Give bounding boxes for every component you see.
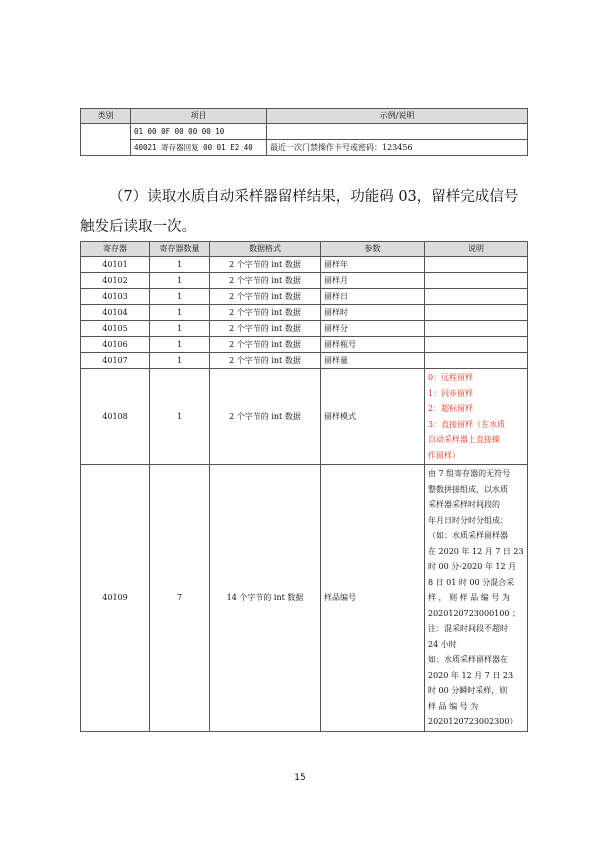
table-row	[81, 124, 528, 140]
header-param: 参数	[321, 242, 425, 257]
table-row-sample-id	[81, 465, 528, 732]
example-cell: 最近一次门禁操作卡号或密码：123456	[267, 140, 528, 156]
format-cell: 2 个字节的 int 数据	[210, 273, 321, 289]
param-cell: 样品编号	[321, 465, 425, 732]
table-row	[81, 257, 528, 273]
format-cell: 2 个字节的 int 数据	[210, 369, 321, 465]
count-cell: 1	[150, 257, 210, 273]
mode-direct-cont-1: 自动采样器上直接操	[428, 435, 500, 444]
table-header-row	[81, 242, 528, 257]
desc-line: 采样器采样时间段的	[428, 500, 500, 509]
count-cell: 1	[150, 321, 210, 337]
mode-direct: 3：直接留样（在水质	[428, 419, 506, 429]
register-cell: 40106	[81, 337, 150, 353]
param-cell: 留样量	[321, 353, 425, 369]
format-cell: 2 个字节的 int 数据	[210, 305, 321, 321]
desc-line: 24 小时	[428, 639, 457, 649]
header-item: 项目	[131, 109, 267, 124]
format-cell: 2 个字节的 int 数据	[210, 289, 321, 305]
register-table	[80, 241, 528, 732]
desc-line: 如：水质采样留样器在	[428, 655, 508, 664]
table-row	[81, 289, 528, 305]
mode-sync: 1：同步留样	[428, 388, 474, 398]
count-cell: 1	[150, 305, 210, 321]
item-cell: 01 00 0F 00 00 00 10	[131, 124, 267, 140]
header-register: 寄存器	[81, 242, 150, 257]
param-cell: 留样模式	[321, 369, 425, 465]
page-number: 15	[294, 773, 306, 783]
desc-line: 时 00 分瞬时采样，则	[428, 686, 508, 695]
register-cell: 40103	[81, 289, 150, 305]
section-paragraph: （7）读取水质自动采样器留样结果，功能码 03，留样完成信号触发后读取一次。	[80, 189, 519, 235]
table-row	[81, 140, 528, 156]
table-row	[81, 273, 528, 289]
description-cell	[425, 305, 528, 321]
register-cell: 40107	[81, 353, 150, 369]
sample-mode-description	[425, 369, 528, 465]
header-category: 类别	[81, 109, 131, 124]
command-table	[80, 108, 528, 156]
count-cell: 1	[150, 337, 210, 353]
table-header-row	[81, 109, 528, 124]
table-row	[81, 305, 528, 321]
description-cell	[425, 321, 528, 337]
count-cell: 1	[150, 369, 210, 465]
desc-line: 时 00 分-2020 年 12 月	[428, 562, 517, 571]
header-format: 数据格式	[210, 242, 321, 257]
header-description: 说明	[425, 242, 528, 257]
param-cell: 留样月	[321, 273, 425, 289]
format-cell: 2 个字节的 int 数据	[210, 337, 321, 353]
table-row	[81, 353, 528, 369]
mode-remote: 0：远程留样	[428, 373, 474, 382]
desc-line: 8 日 01 时 00 分混合采	[428, 577, 515, 587]
register-cell: 40105	[81, 321, 150, 337]
header-count: 寄存器数量	[150, 242, 210, 257]
description-cell	[425, 257, 528, 273]
register-cell: 40101	[81, 257, 150, 273]
desc-line: 整数拼接组成，以水质	[428, 484, 508, 494]
param-cell: 留样日	[321, 289, 425, 305]
format-cell: 2 个字节的 int 数据	[210, 321, 321, 337]
param-cell: 留样瓶号	[321, 337, 425, 353]
register-cell: 40102	[81, 273, 150, 289]
table-row	[81, 337, 528, 353]
format-cell: 2 个字节的 int 数据	[210, 353, 321, 369]
desc-line: 2020120723000100 ；	[428, 608, 520, 618]
desc-line: （如：水质采样留样器	[428, 531, 508, 540]
header-example: 示例/说明	[267, 109, 528, 124]
count-cell: 1	[150, 289, 210, 305]
desc-line: 2020120723002300）	[428, 717, 518, 726]
desc-line: 2020 年 12 月 7 日 23	[428, 670, 514, 680]
desc-line: 年月日时分时分组成：	[428, 515, 508, 525]
count-cell: 7	[150, 465, 210, 732]
param-cell: 留样分	[321, 321, 425, 337]
item-cell: 40021 寄存器回复 00 01 E2 40	[131, 140, 267, 156]
category-cell	[81, 124, 131, 156]
desc-line: 样 ， 则 样 品 编 号 为	[428, 593, 510, 602]
param-cell: 留样时	[321, 305, 425, 321]
register-cell: 40108	[81, 369, 150, 465]
desc-line: 注：混采时间段不超时	[428, 624, 508, 633]
desc-line: 由 7 组寄存器的无符号	[428, 469, 511, 478]
count-cell: 1	[150, 353, 210, 369]
desc-line: 样 品 编 号 为	[428, 701, 479, 711]
register-cell: 40109	[81, 465, 150, 732]
mode-direct-cont-2: 作留样）	[428, 450, 460, 460]
table-row	[81, 321, 528, 337]
description-cell	[425, 273, 528, 289]
register-cell: 40104	[81, 305, 150, 321]
desc-line: 在 2020 年 12 月 7 日 23	[428, 546, 524, 556]
sample-id-description	[425, 465, 528, 732]
format-cell: 14 个字节的 int 数据	[210, 465, 321, 732]
description-cell	[425, 337, 528, 353]
description-cell	[425, 353, 528, 369]
mode-exceed: 2：超标留样	[428, 404, 474, 413]
table-row-sample-mode	[81, 369, 528, 465]
example-cell	[267, 124, 528, 140]
count-cell: 1	[150, 273, 210, 289]
param-cell: 留样年	[321, 257, 425, 273]
format-cell: 2 个字节的 int 数据	[210, 257, 321, 273]
description-cell	[425, 289, 528, 305]
